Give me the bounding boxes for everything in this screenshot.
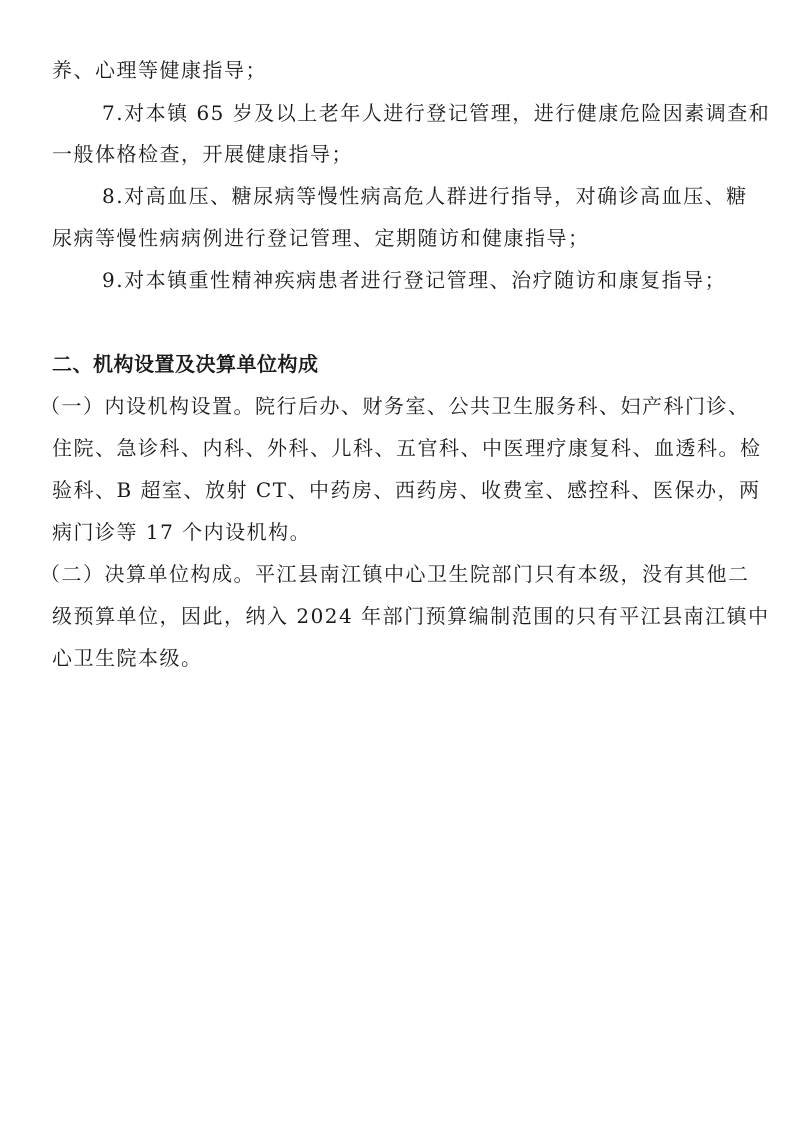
text-line: 8.对高血压、糖尿病等慢性病高危人群进行指导，对确诊高血压、糖 <box>102 184 748 208</box>
text-line: 心卫生院本级。 <box>52 646 203 670</box>
text-line: 9.对本镇重性精神疾病患者进行登记管理、治疗随访和康复指导； <box>102 268 727 292</box>
text-line: 养、心理等健康指导； <box>52 58 267 82</box>
text-line: 7.对本镇 65 岁及以上老年人进行登记管理，进行健康危险因素调查和 <box>102 101 771 125</box>
text-line: 尿病等慢性病病例进行登记管理、定期随访和健康指导； <box>52 226 590 250</box>
text-line: 一般体格检查，开展健康指导； <box>52 142 353 166</box>
text-line: （二）决算单位构成。平江县南江镇中心卫生院部门只有本级，没有其他二 <box>40 562 750 586</box>
section-heading: 二、机构设置及决算单位构成 <box>52 352 319 376</box>
text-line: 住院、急诊科、内科、外科、儿科、五官科、中医理疗康复科、血透科。检 <box>52 436 762 460</box>
text-line: 病门诊等 17 个内设机构。 <box>52 520 312 544</box>
text-line: （一）内设机构设置。院行后办、财务室、公共卫生服务科、妇产科门诊、 <box>40 394 750 418</box>
text-line: 级预算单位，因此，纳入 2024 年部门预算编制范围的只有平江县南江镇中 <box>52 604 770 628</box>
text-line: 验科、B 超室、放射 CT、中药房、西药房、收费室、感控科、医保办，两 <box>52 478 761 502</box>
